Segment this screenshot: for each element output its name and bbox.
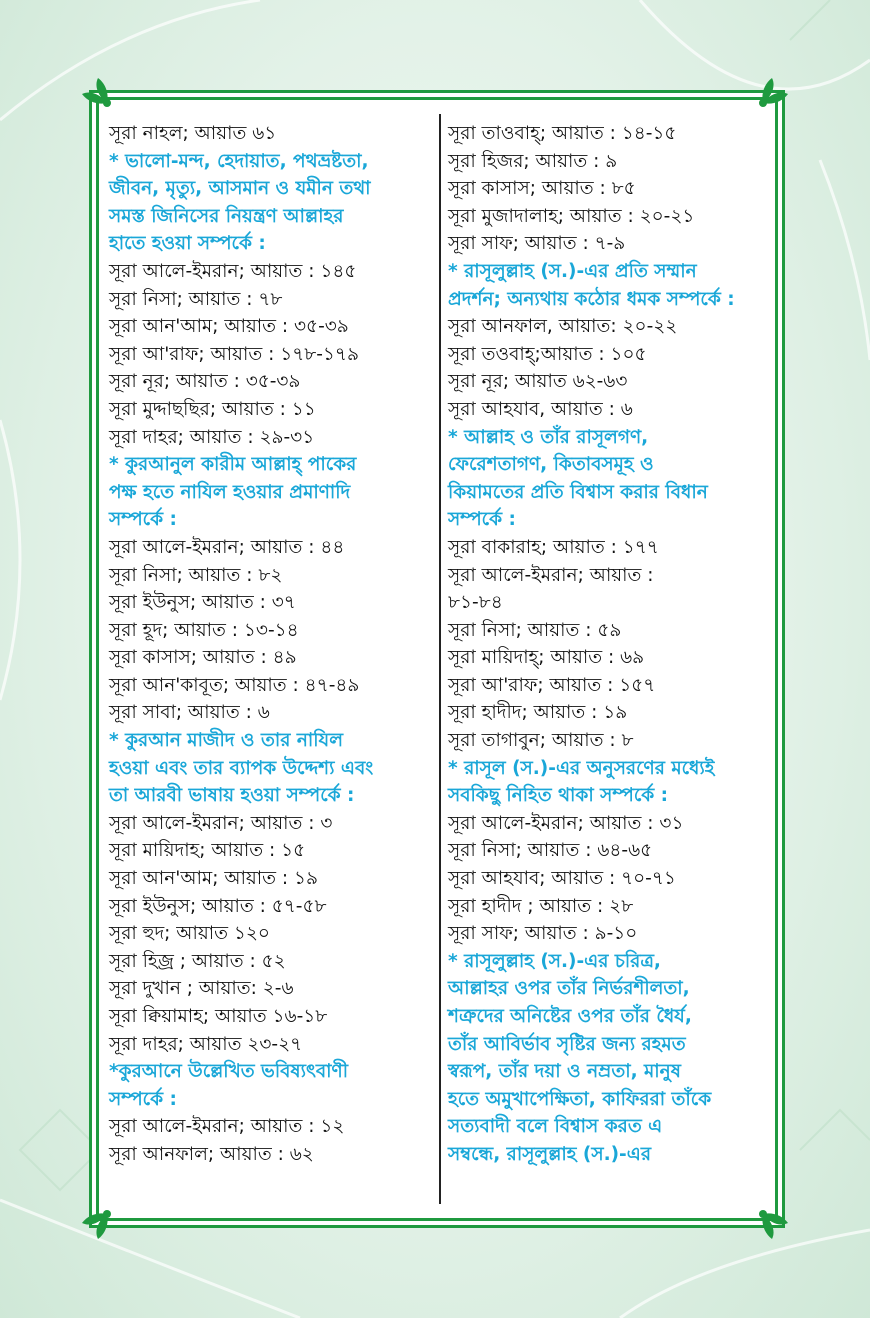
verse-reference: সূরা বাকারাহ; আয়াত : ১৭৭ <box>448 536 659 558</box>
verse-reference: সূরা ইউনুস; আয়াত : ৫৭-৫৮ <box>109 895 327 917</box>
verse-reference: সূরা কাসাস; আয়াত : ৮৫ <box>448 178 636 200</box>
topic-heading: হওয়া এবং তার ব্যাপক উদ্দেশ্য এবং <box>109 757 374 779</box>
verse-reference: সূরা সাফ; আয়াত : ৭-৯ <box>448 233 626 255</box>
topic-heading: ফেরেশতাগণ, কিতাবসমূহ ও <box>448 454 654 476</box>
verse-reference: সূরা দুখান ; আয়াত: ২-৬ <box>109 978 294 1000</box>
verse-reference: সূরা আ'রাফ; আয়াত : ১৭৮-১৭৯ <box>109 343 359 365</box>
verse-reference: সূরা মুজাদালাহ; আয়াত : ২০-২১ <box>448 205 695 227</box>
topic-heading: হতে অমুখাপেক্ষিতা, কাফিররা তাঁকে <box>448 1088 712 1110</box>
topic-heading: পক্ষ হতে নাযিল হওয়ার প্রমাণাদি <box>109 481 351 503</box>
verse-reference: সূরা কাসাস; আয়াত : ৪৯ <box>109 647 297 669</box>
topic-heading: সম্পর্কে : <box>109 509 177 531</box>
verse-reference: সূরা দাহর; আয়াত : ২৯-৩১ <box>109 426 315 448</box>
verse-reference: ৮১-৮৪ <box>448 592 503 614</box>
verse-reference: সূরা আহযাব, আয়াত : ৬ <box>448 398 633 420</box>
verse-reference: সূরা নূর; আয়াত : ৩৫-৩৯ <box>109 371 301 393</box>
leaf-ornament-icon <box>736 1187 790 1241</box>
topic-heading: তা আরবী ভাষায় হওয়া সম্পর্কে : <box>109 785 355 807</box>
topic-heading: * রাসূলুল্লাহ (স.)-এর প্রতি সম্মান <box>448 260 697 282</box>
verse-reference: সূরা হূদ; আয়াত : ১৩-১৪ <box>109 619 299 641</box>
topic-heading: তাঁর আবির্ভাব সৃষ্টির জন্য রহমত <box>448 1033 686 1055</box>
topic-heading: স্বরূপ, তাঁর দয়া ও নম্রতা, মানুষ <box>448 1061 681 1083</box>
topic-heading: * আল্লাহ ও তাঁর রাসূলগণ, <box>448 426 649 448</box>
verse-reference: সূরা সাবা; আয়াত : ৬ <box>109 702 270 724</box>
topic-heading: কিয়ামতের প্রতি বিশ্বাস করার বিধান <box>448 481 708 503</box>
verse-reference: সূরা আহযাব; আয়াত : ৭০-৭১ <box>448 868 676 890</box>
verse-reference: সূরা আলে-ইমরান; আয়াত : ৩ <box>109 812 333 834</box>
verse-reference: সূরা মায়িদাহ্; আয়াত : ৬৯ <box>448 647 645 669</box>
topic-heading: * ভালো-মন্দ, হেদায়াত, পথভ্রষ্টতা, <box>109 150 369 172</box>
topic-heading: জীবন, মৃত্যু, আসমান ও যমীন তথা <box>109 178 371 200</box>
topic-heading: সম্বন্ধে, রাসূলুল্লাহ (স.)-এর <box>448 1143 651 1165</box>
verse-reference: সূরা নিসা; আয়াত : ৮২ <box>109 564 283 586</box>
right-column <box>448 120 766 1169</box>
topic-heading: সম্পর্কে : <box>109 1088 177 1110</box>
verse-reference: সূরা আন'আম; আয়াত : ১৯ <box>109 868 319 890</box>
verse-reference: সূরা হাদীদ; আয়াত : ১৯ <box>448 702 628 724</box>
verse-reference: সূরা হুদ; আয়াত ১২০ <box>109 923 270 945</box>
leaf-ornament-icon <box>80 1187 134 1241</box>
verse-reference: সূরা আলে-ইমরান; আয়াত : ৩১ <box>448 812 684 834</box>
topic-heading: সম্পর্কে : <box>448 509 516 531</box>
verse-reference: সূরা হিজর; আয়াত : ৯ <box>448 150 618 172</box>
verse-reference: সূরা আন'আম; আয়াত : ৩৫-৩৯ <box>109 316 349 338</box>
verse-reference: সূরা আ'রাফ; আয়াত : ১৫৭ <box>448 674 656 696</box>
verse-reference: সূরা ইউনুস; আয়াত : ৩৭ <box>109 592 296 614</box>
verse-reference: সূরা আলে-ইমরান; আয়াত : ৪৪ <box>109 536 345 558</box>
verse-reference: সূরা হিজ্র ; আয়াত : ৫২ <box>109 950 286 972</box>
verse-reference: সূরা সাফ; আয়াত : ৯-১০ <box>448 923 638 945</box>
verse-reference: সূরা তওবাহ্;আয়াত : ১০৫ <box>448 343 647 365</box>
topic-heading: সমস্ত জিনিসের নিয়ন্ত্রণ আল্লাহর <box>109 205 344 227</box>
verse-reference: সূরা ক্বিয়ামাহ; আয়াত ১৬-১৮ <box>109 1006 328 1027</box>
topic-heading: প্রদর্শন; অন্যথায় কঠোর ধমক সম্পর্কে : <box>448 288 735 310</box>
topic-heading: আল্লাহর ওপর তাঁর নির্ভরশীলতা, <box>448 978 690 1000</box>
topic-heading: * রাসূল (স.)-এর অনুসরণের মধ্যেই <box>448 757 715 779</box>
verse-reference: সূরা মায়িদাহ; আয়াত : ১৫ <box>109 840 306 862</box>
verse-reference: সূরা দাহর; আয়াত ২৩-২৭ <box>109 1033 303 1055</box>
verse-reference: সূরা আলে-ইমরান; আয়াত : ১৪৫ <box>109 260 357 282</box>
leaf-ornament-icon <box>80 76 134 130</box>
content-frame <box>96 97 778 1221</box>
verse-reference: সূরা আলে-ইমরান; আয়াত : <box>448 564 654 586</box>
verse-reference: সূরা তাওবাহ্; আয়াত : ১৪-১৫ <box>448 123 677 144</box>
topic-heading: * কুরআন মাজীদ ও তার নাযিল <box>109 730 343 752</box>
column-divider <box>439 114 441 1204</box>
topic-heading: হাতে হওয়া সম্পর্কে : <box>109 233 266 255</box>
verse-reference: সূরা তাগাবুন; আয়াত : ৮ <box>448 730 634 752</box>
topic-heading: * কুরআনুল কারীম আল্লাহ্ পাকের <box>109 454 357 476</box>
verse-reference: সূরা নিসা; আয়াত : ৫৯ <box>448 619 622 641</box>
topic-heading: *কুরআনে উল্লেখিত ভবিষ্যৎবাণী <box>109 1061 349 1083</box>
verse-reference: সূরা নিসা; আয়াত : ৬৪-৬৫ <box>448 840 653 862</box>
leaf-ornament-icon <box>736 76 790 130</box>
verse-reference: সূরা আনফাল; আয়াত : ৬২ <box>109 1143 314 1165</box>
verse-reference: সূরা আনফাল, আয়াত: ২০-২২ <box>448 316 678 338</box>
verse-reference: সূরা নিসা; আয়াত : ৭৮ <box>109 288 283 310</box>
verse-reference: সূরা মুদ্দাছছির; আয়াত : ১১ <box>109 398 316 420</box>
left-column <box>109 120 431 1169</box>
verse-reference: সূরা হাদীদ ; আয়াত : ২৮ <box>448 895 634 917</box>
verse-reference: সূরা আন'কাবূত; আয়াত : ৪৭-৪৯ <box>109 674 360 696</box>
topic-heading: শত্রুদের অনিষ্টের ওপর তাঁর ধৈর্য, <box>448 1006 692 1027</box>
topic-heading: * রাসূলুল্লাহ (স.)-এর চরিত্র, <box>448 950 661 972</box>
verse-reference: সূরা নাহল; আয়াত ৬১ <box>109 123 277 144</box>
topic-heading: সত্যবাদী বলে বিশ্বাস করত এ <box>448 1116 663 1138</box>
verse-reference: সূরা নূর; আয়াত ৬২-৬৩ <box>448 371 628 393</box>
verse-reference: সূরা আলে-ইমরান; আয়াত : ১২ <box>109 1116 345 1138</box>
topic-heading: সবকিছু নিহিত থাকা সম্পর্কে : <box>448 785 669 807</box>
